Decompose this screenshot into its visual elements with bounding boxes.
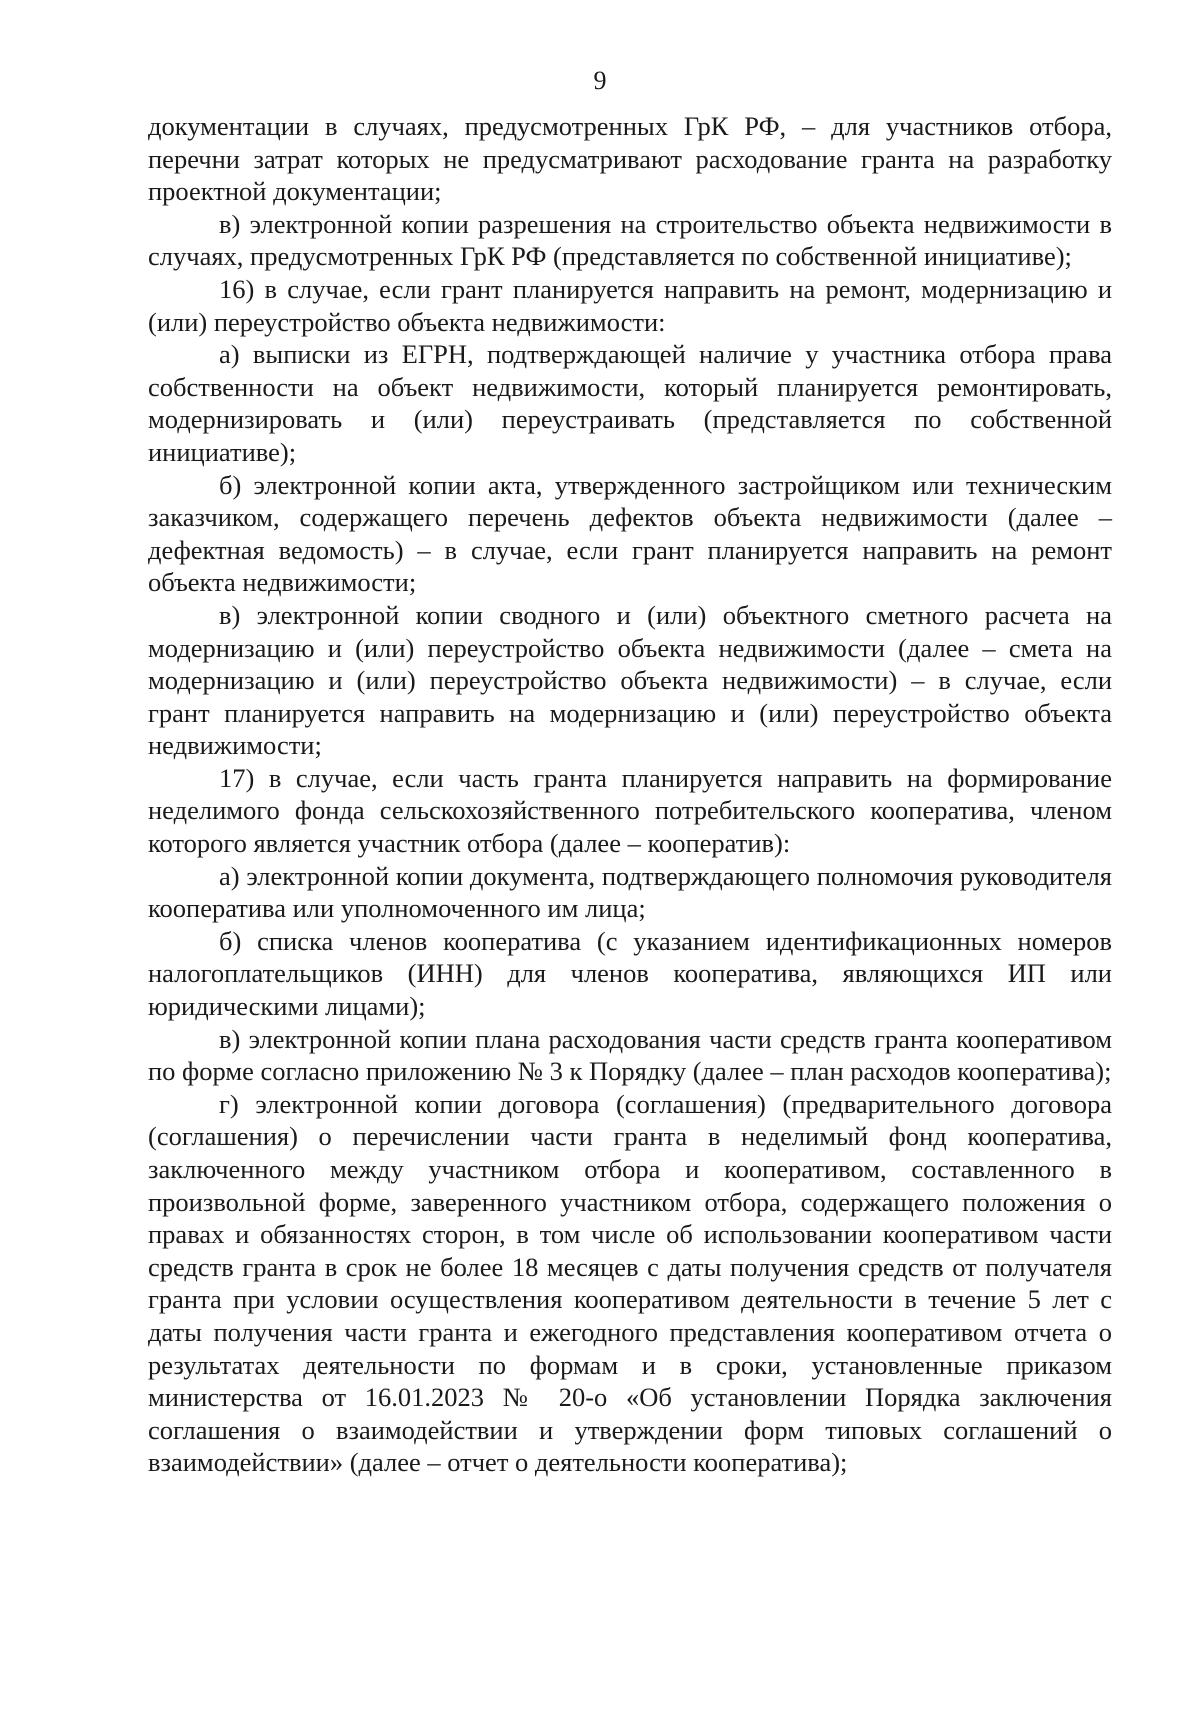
paragraph-item-v-building-permit: в) электронной копии разрешения на строительство объекта недвижимости в случаях, предусмотренных ГрК РФ (представляется по собственной инициативе); — [148, 208, 1112, 272]
paragraph-continuation: документации в случаях, предусмотренных ГрК РФ, – для участников отбора, перечни затрат которых не предусматривают расходование гранта на разработку проектной документации; — [148, 111, 1112, 207]
page-number: 9 — [593, 66, 607, 95]
paragraph-item-17g: г) электронной копии договора (соглашения) (предварительного договора (соглашения) о перечислении части гранта в неделимый фонд кооператива, заключенного между участником отбора и кооперативом, составленного в произвольной форме, заверенного участником отбора, содержащего положения о правах и обязанностях сторон, в том числе об использовании кооперативом части средств гранта в срок не более 18 месяцев с даты получения средств от получателя гранта при условии осуществления кооперативом деятельности в течение 5 лет с даты получения части гранта и ежегодного представления кооперативом отчета о результатах деятельности по формам и в сроки, установленные приказом министерства от 16.01.2023 № 20-о «Об установлении Порядка заключения соглашения о взаимодействии и утверждении форм типовых соглашений о взаимодействии» (далее – отчет о деятельности кооператива); — [148, 1088, 1112, 1478]
document-body — [148, 110, 1112, 1479]
paragraph-item-17v: в) электронной копии плана расходования части средств гранта кооперативом по форме согласно приложению № 3 к Порядку (далее – план расходов кооператива); — [148, 1023, 1112, 1087]
paragraph-item-17a: а) электронной копии документа, подтверждающего полномочия руководителя кооператива или уполномоченного им лица; — [148, 860, 1112, 924]
paragraph-item-16a: а) выписки из ЕГРН, подтверждающей наличие у участника отбора права собственности на объект недвижимости, который планируется ремонтировать, модернизировать и (или) переустраивать (представляется по собственной инициативе); — [148, 339, 1112, 467]
paragraph-item-16v: в) электронной копии сводного и (или) объектного сметного расчета на модернизацию и (или) переустройство объекта недвижимости (далее – смета на модернизацию и (или) переустройство объекта недвижимости) – в случае, если грант планируется направить на модернизацию и (или) переустройство объекта недвижимости; — [148, 599, 1112, 761]
paragraph-item-16b: б) электронной копии акта, утвержденного застройщиком или техническим заказчиком, содержащего перечень дефектов объекта недвижимости (далее – дефектная ведомость) – в случае, если грант планируется направить на ремонт объекта недвижимости; — [148, 469, 1112, 598]
paragraph-item-17: 17) в случае, если часть гранта планируется направить на формирование неделимого фонда сельскохозяйственного потребительского кооператива, членом которого является участник отбора (далее – кооператив): — [148, 762, 1112, 859]
paragraph-item-17b: б) списка членов кооператива (с указанием идентификационных номеров налогоплательщиков (ИНН) для членов кооператива, являющихся ИП или юридическими лицами); — [148, 925, 1112, 1022]
paragraph-item-16: 16) в случае, если грант планируется направить на ремонт, модернизацию и (или) переустройство объекта недвижимости: — [148, 273, 1112, 337]
